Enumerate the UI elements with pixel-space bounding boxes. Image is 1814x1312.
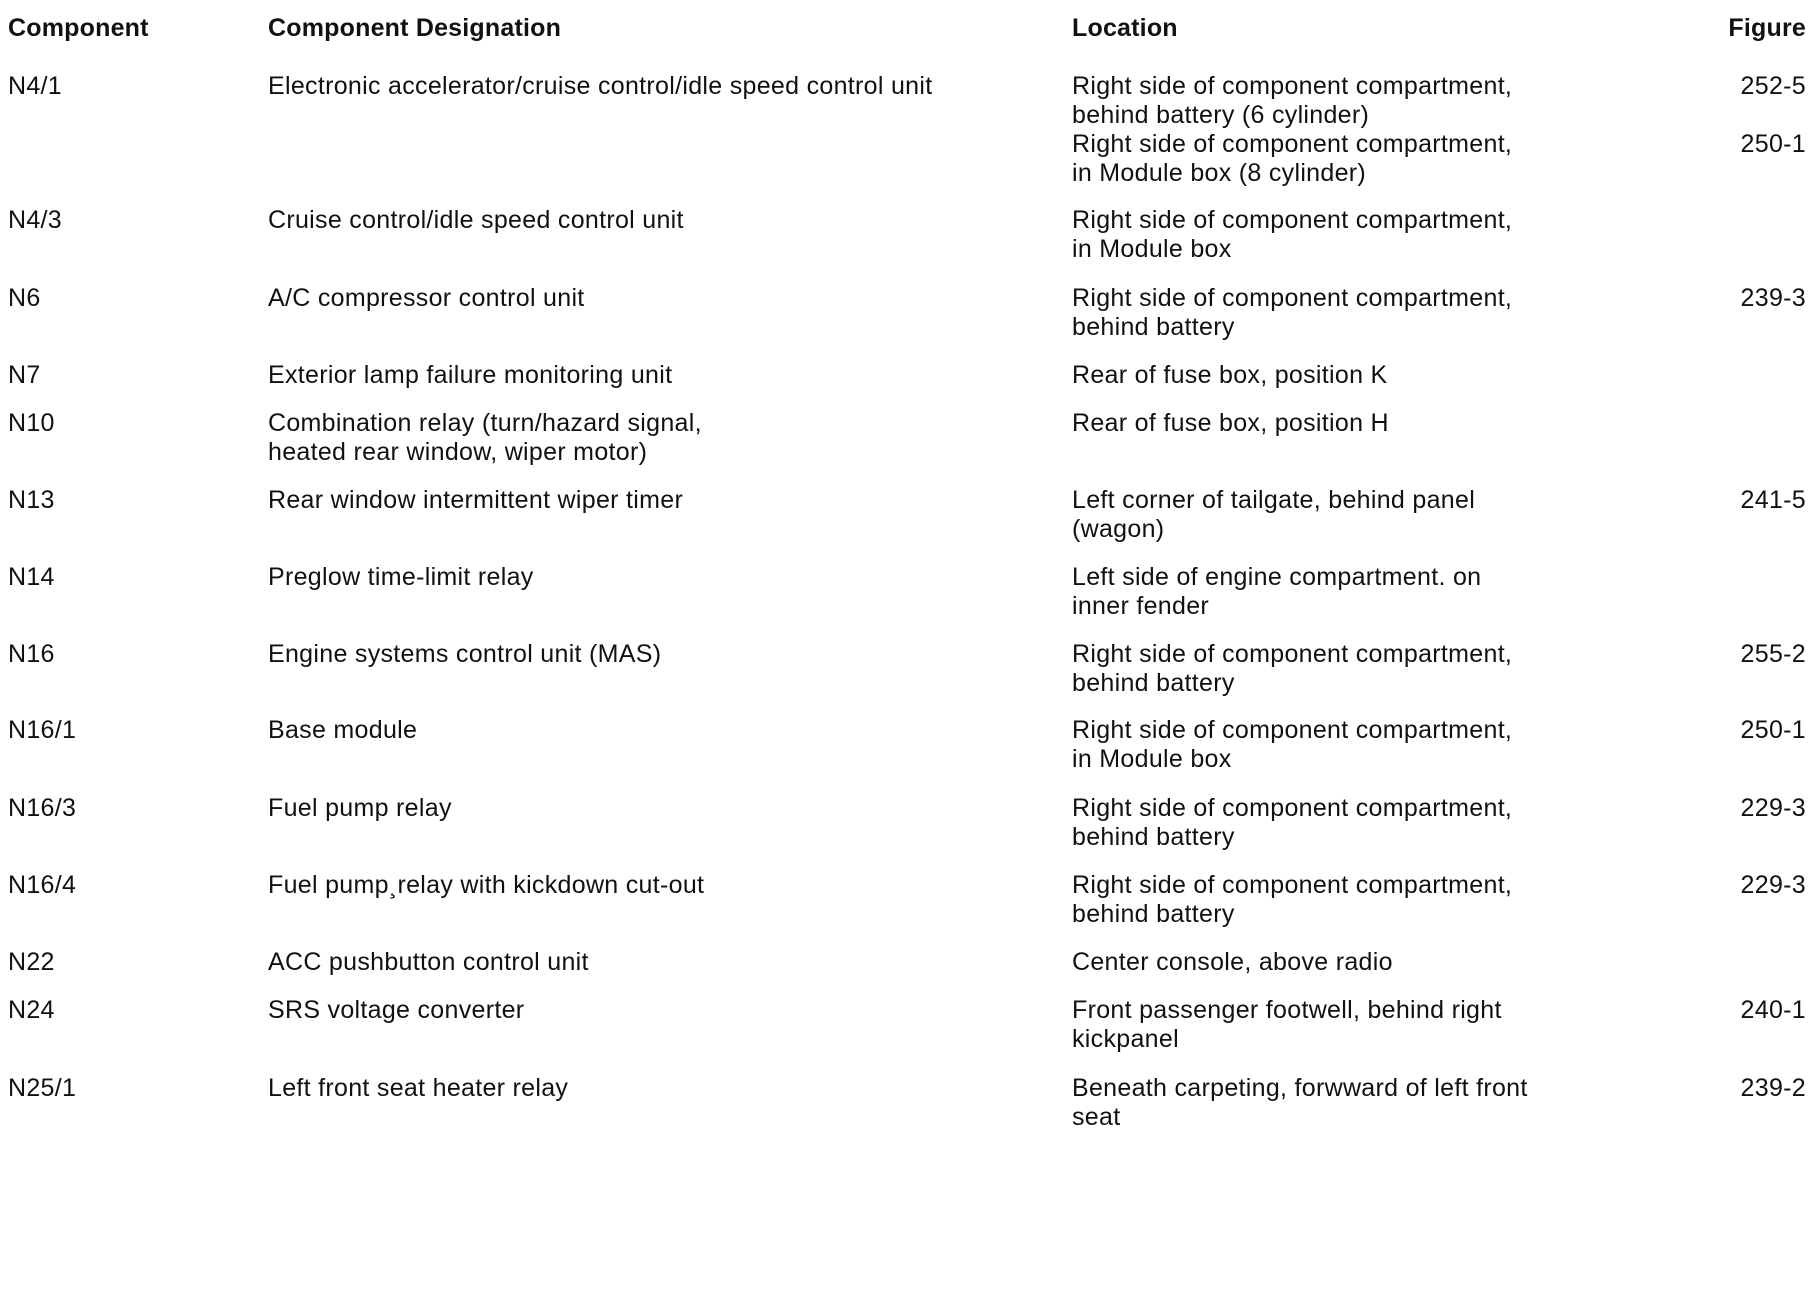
component-location [1072,563,1632,621]
component-code: N16/3 [8,794,77,822]
location-entry [1072,206,1632,264]
location-entry [1072,486,1632,544]
component-code: N4/3 [8,206,63,234]
location-line: Right side of component compartment, [1072,284,1513,312]
header-designation: Component Designation [268,14,562,42]
designation-line: Electronic accelerator/cruise control/idle speed control unit [268,72,933,100]
figure-number: 239-2 [1740,1074,1806,1102]
designation-line: Fuel pump¸relay with kickdown cut-out [268,871,705,899]
component-location [1072,284,1632,342]
figure-number: 250-1 [1740,716,1806,744]
designation-line: ACC pushbutton control unit [268,948,589,976]
figure-number: 255-2 [1740,640,1806,668]
component-location [1072,486,1632,544]
location-entry [1072,409,1632,438]
figure-number: 229-3 [1740,794,1806,822]
location-entry [1072,130,1632,188]
designation-line: Left front seat heater relay [268,1074,569,1102]
location-line: seat [1072,1103,1121,1131]
location-line: Front passenger footwell, behind right [1072,996,1502,1024]
location-line: Beneath carpeting, forwward of left front [1072,1074,1528,1102]
location-line: behind battery [1072,900,1235,928]
location-line: Rear of fuse box, position H [1072,409,1389,437]
location-line: Left side of engine compartment. on [1072,563,1482,591]
location-entry [1072,871,1632,929]
figure-number: 241-5 [1740,486,1806,514]
component-code: N16/4 [8,871,77,899]
location-entry [1072,284,1632,342]
figure-number: 229-3 [1740,871,1806,899]
component-code: N4/1 [8,72,63,100]
component-code: N10 [8,409,55,437]
figure-number: 252-5 [1740,72,1806,100]
location-line: Center console, above radio [1072,948,1393,976]
figure-number: 239-3 [1740,284,1806,312]
location-line: behind battery [1072,669,1235,697]
component-location [1072,948,1632,977]
component-code: N25/1 [8,1074,77,1102]
component-designation [268,640,1048,669]
location-line: Right side of component compartment, [1072,206,1513,234]
component-designation [268,1074,1048,1103]
header-figure: Figure [1728,14,1806,42]
location-line: (wagon) [1072,515,1165,543]
location-line: in Module box (8 cylinder) [1072,159,1367,187]
designation-line: Cruise control/idle speed control unit [268,206,684,234]
component-designation [268,361,1048,390]
component-code: N6 [8,284,41,312]
location-line: behind battery [1072,313,1235,341]
location-entry [1072,794,1632,852]
component-location [1072,409,1632,438]
component-location [1072,716,1632,774]
component-designation [268,871,1048,900]
component-designation [268,563,1048,592]
location-entry [1072,361,1632,390]
component-location [1072,996,1632,1054]
component-location [1072,206,1632,264]
component-designation [268,794,1048,823]
location-entry [1072,72,1632,130]
header-location: Location [1072,14,1178,42]
component-code: N13 [8,486,55,514]
location-line: Right side of component compartment, [1072,130,1513,158]
component-code: N24 [8,996,55,1024]
component-designation [268,948,1048,977]
component-designation [268,486,1048,515]
location-line: behind battery [1072,823,1235,851]
component-location [1072,72,1632,188]
figure-number: 250-1 [1740,130,1806,158]
figure-number: 240-1 [1740,996,1806,1024]
designation-line: Rear window intermittent wiper timer [268,486,684,514]
component-code: N7 [8,361,41,389]
component-designation [268,716,1048,745]
designation-line: Engine systems control unit (MAS) [268,640,662,668]
component-location [1072,794,1632,852]
component-designation [268,996,1048,1025]
location-line: Right side of component compartment, [1072,72,1513,100]
component-code: N22 [8,948,55,976]
component-designation [268,409,1048,467]
designation-line: Fuel pump relay [268,794,452,822]
designation-line: Base module [268,716,418,744]
location-line: Right side of component compartment, [1072,640,1513,668]
location-entry [1072,948,1632,977]
designation-line: SRS voltage converter [268,996,525,1024]
header-component: Component [8,14,149,42]
location-line: inner fender [1072,592,1210,620]
component-location [1072,361,1632,390]
designation-line: A/C compressor control unit [268,284,585,312]
component-location [1072,871,1632,929]
component-code: N16 [8,640,55,668]
location-line: in Module box [1072,745,1232,773]
location-line: Right side of component compartment, [1072,716,1513,744]
location-line: in Module box [1072,235,1232,263]
location-entry [1072,996,1632,1054]
location-line: Right side of component compartment, [1072,871,1513,899]
location-entry [1072,563,1632,621]
designation-line: heated rear window, wiper motor) [268,438,648,466]
location-line: Rear of fuse box, position K [1072,361,1388,389]
component-code: N14 [8,563,55,591]
component-designation [268,284,1048,313]
component-location [1072,640,1632,698]
location-line: behind battery (6 cylinder) [1072,101,1370,129]
location-entry [1072,1074,1632,1132]
component-designation [268,72,1048,101]
designation-line: Preglow time-limit relay [268,563,534,591]
designation-line: Exterior lamp failure monitoring unit [268,361,673,389]
component-code: N16/1 [8,716,77,744]
table-header [0,14,1814,54]
location-entry [1072,640,1632,698]
component-location [1072,1074,1632,1132]
location-line: kickpanel [1072,1025,1179,1053]
component-designation [268,206,1048,235]
location-entry [1072,716,1632,774]
designation-line: Combination relay (turn/hazard signal, [268,409,702,437]
location-line: Left corner of tailgate, behind panel [1072,486,1476,514]
location-line: Right side of component compartment, [1072,794,1513,822]
